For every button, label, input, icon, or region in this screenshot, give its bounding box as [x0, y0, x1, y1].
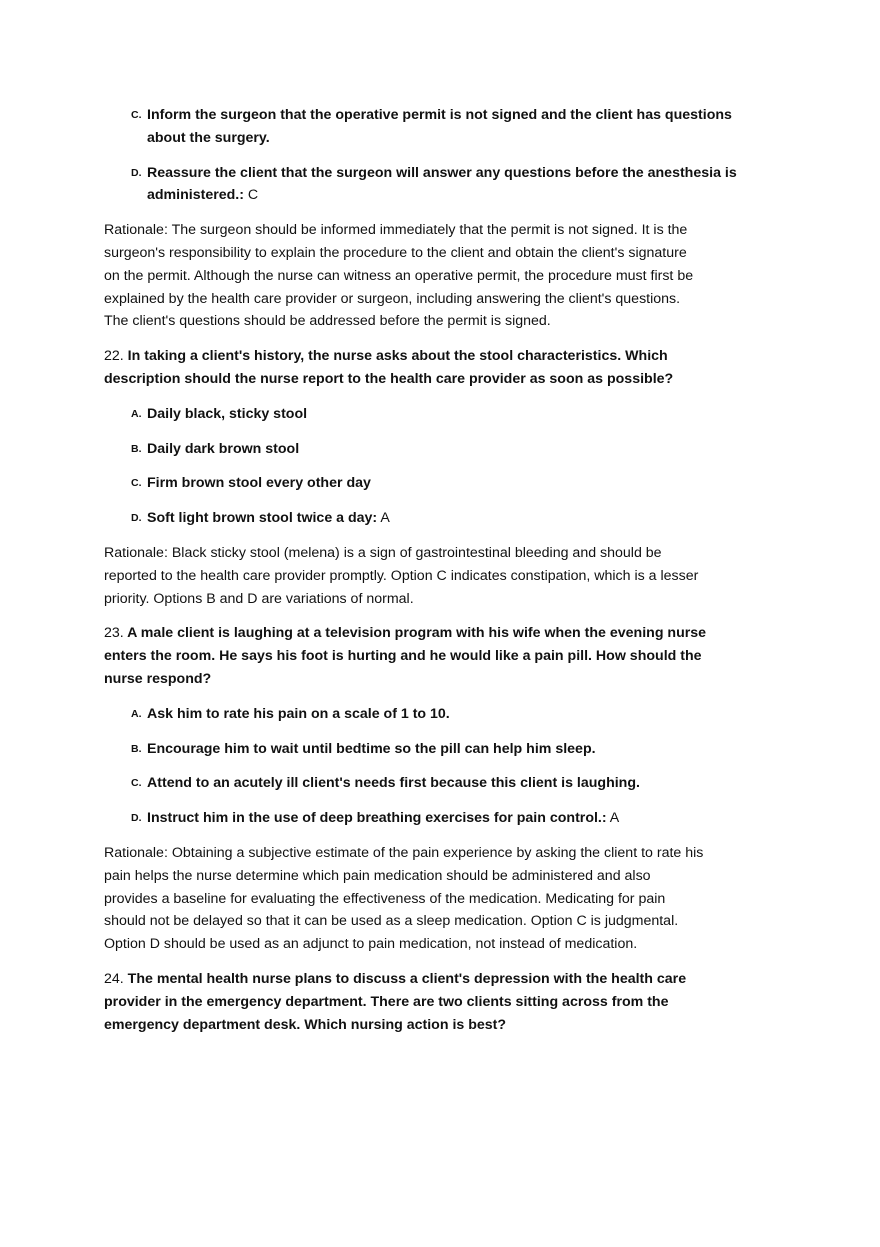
rationale-line: should not be delayed so that it can be used as a sleep medication. Option C is judgmental.	[104, 913, 679, 930]
rationale-line: Option D should be used as an adjunct to pain medication, not instead of medication.	[104, 936, 638, 953]
question-number: 22.	[104, 348, 124, 365]
question-text: nurse respond?	[104, 670, 212, 687]
answer: C	[243, 187, 259, 204]
document-page	[104, 104, 784, 1048]
option-a	[104, 703, 784, 726]
option-letter: C.	[131, 109, 142, 121]
option-text: Ask him to rate his pain on a scale of 1 to 10.	[147, 705, 450, 722]
option-letter: B.	[131, 742, 142, 755]
rationale	[104, 542, 784, 610]
rationale-line: The client's questions should be addressed before the permit is signed.	[104, 313, 551, 330]
option-d	[104, 162, 784, 208]
question-22	[104, 345, 784, 391]
rationale-line: provides a baseline for evaluating the effectiveness of the medication. Medicating for pain	[104, 890, 666, 907]
rationale-line: priority. Options B and D are variations of normal.	[104, 590, 414, 607]
option-letter: D.	[131, 512, 142, 525]
option-d	[104, 507, 784, 530]
rationale	[104, 219, 784, 333]
question-text: The mental health nurse plans to discuss a client's depression with the health care	[123, 970, 687, 987]
option-d	[104, 807, 784, 830]
option-letter: B.	[131, 442, 142, 455]
question-text: description should the nurse report to the health care provider as soon as possible?	[104, 370, 674, 387]
question-text: enters the room. He says his foot is hurting and he would like a pain pill. How should the	[104, 648, 702, 665]
question-number: 23.	[104, 625, 124, 642]
option-letter: C.	[131, 777, 142, 790]
question-23	[104, 622, 784, 690]
option-c	[104, 104, 784, 150]
rationale-line: Rationale: Obtaining a subjective estimate of the pain experience by asking the client to rate his	[104, 844, 704, 861]
option-text: Daily dark brown stool	[147, 440, 300, 457]
question-24	[104, 968, 784, 1036]
rationale-line: Rationale: Black sticky stool (melena) is a sign of gastrointestinal bleeding and should be	[104, 544, 662, 561]
option-text: Reassure the client that the surgeon will answer any questions before the anesthesia is	[147, 164, 737, 181]
option-text: Firm brown stool every other day	[147, 475, 371, 492]
option-text: Inform the surgeon that the operative permit is not signed and the client has questions	[147, 107, 732, 123]
question-text: provider in the emergency department. There are two clients sitting across from the	[104, 993, 669, 1010]
option-text: Daily black, sticky stool	[147, 405, 308, 422]
answer: A	[606, 810, 620, 827]
option-letter: D.	[131, 812, 142, 825]
option-letter: C.	[131, 477, 142, 490]
option-c	[104, 772, 784, 795]
question-text: A male client is laughing at a television program with his wife when the evening nurse	[123, 625, 707, 642]
option-text: Attend to an acutely ill client's needs first because this client is laughing.	[147, 775, 640, 792]
option-letter: A.	[131, 707, 142, 720]
rationale-line: surgeon's responsibility to explain the procedure to the client and obtain the client's signature	[104, 244, 687, 261]
option-b	[104, 738, 784, 761]
rationale	[104, 842, 784, 956]
option-c	[104, 472, 784, 495]
option-text: Soft light brown stool twice a day:	[147, 510, 378, 527]
rationale-line: explained by the health care provider or surgeon, including answering the client's questions.	[104, 290, 681, 307]
question-number: 24.	[104, 970, 124, 987]
option-letter: A.	[131, 407, 142, 420]
option-text: Instruct him in the use of deep breathing exercises for pain control.:	[147, 810, 607, 827]
option-letter: D.	[131, 166, 142, 179]
rationale-line: reported to the health care provider promptly. Option C indicates constipation, which is a lesser	[104, 567, 699, 584]
rationale-line: Rationale: The surgeon should be informed immediately that the permit is not signed. It is the	[104, 222, 688, 239]
option-b	[104, 438, 784, 461]
option-text: Encourage him to wait until bedtime so the pill can help him sleep.	[147, 740, 596, 757]
rationale-line: pain helps the nurse determine which pain medication should be administered and also	[104, 867, 651, 884]
option-text: about the surgery.	[147, 129, 270, 146]
answer: A	[377, 510, 390, 527]
question-text: emergency department desk. Which nursing action is best?	[104, 1016, 507, 1033]
option-text: administered.:	[147, 187, 244, 204]
rationale-line: on the permit. Although the nurse can witness an operative permit, the procedure must first be	[104, 267, 694, 284]
question-text: In taking a client's history, the nurse asks about the stool characteristics. Which	[123, 348, 668, 365]
option-a	[104, 403, 784, 426]
